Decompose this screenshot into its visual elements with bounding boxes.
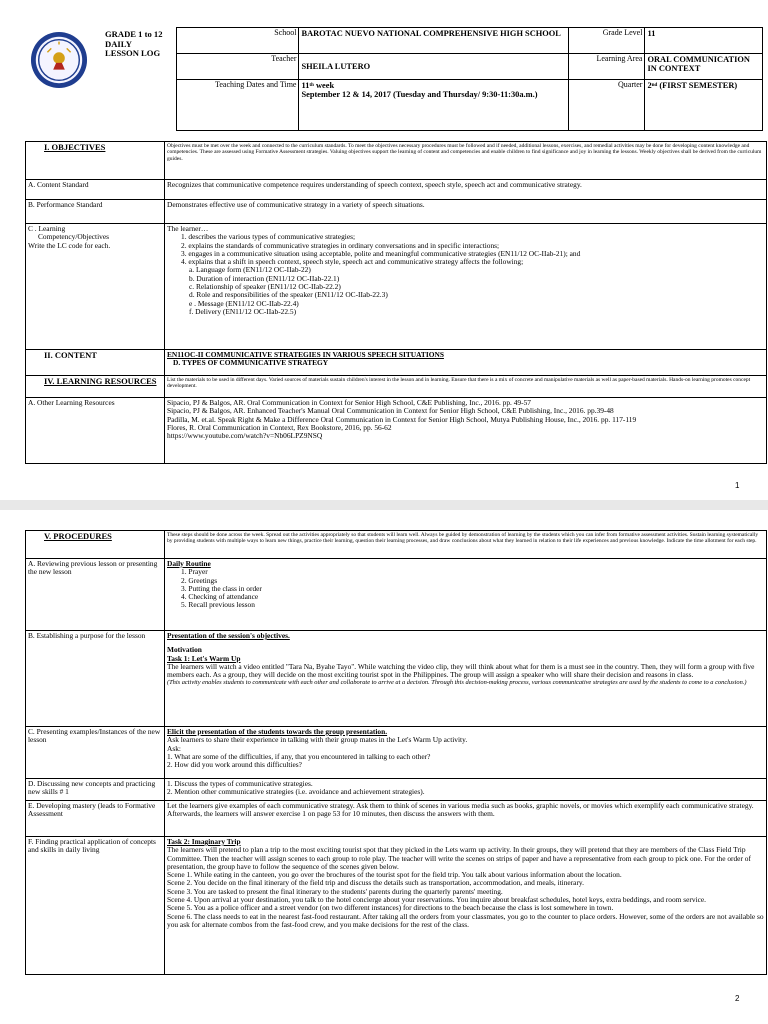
content-standard-text: Recognizes that communicative competence requires understanding of speech context, speech style, speech act and communicative strategy.	[165, 180, 767, 200]
competency-item: 4. explains that a shift in speech context, speech style, speech act and communicative strategy affects the following;	[181, 257, 524, 267]
procedure-b-label: B. Establishing a purpose for the lesson	[26, 631, 165, 727]
competency-item: 3. engages in a communicative situation using acceptable, polite and meaningful communicative strategies (EN11/12 OC-IIab-21); and	[181, 248, 581, 258]
grade-level-label: Grade Level	[569, 28, 645, 54]
seal-cell	[27, 28, 176, 131]
scene-item: Scene 1. While eating in the canteen, you go over the brochures of the tourist spot for the field trip. You talk about various information about the location.	[167, 870, 622, 880]
objectives-table	[25, 141, 767, 464]
resource-link[interactable]: https://www.youtube.com/watch?v=Nb06LPZ9NSQ	[167, 431, 323, 441]
objectives-heading: I. OBJECTIVES	[26, 142, 165, 180]
document-page-2	[0, 510, 768, 1024]
teaching-dates-cell	[299, 80, 569, 131]
deped-seal-icon	[30, 31, 88, 89]
competency-label-line-3: Write the LC code for each.	[28, 240, 111, 250]
task-1-note: (This activity enables students to communicate with each other and collaborate to arrive at a decision. Through this decision-making process, various communicative strategies are used by the students to come to a conclusion.)	[167, 679, 747, 687]
resource-item: Padilla, M. et.al. Speak Right & Make a Difference Oral Communication in Context for Senior High School, Mutya Publishing House, Inc., 2016. pp. 117-119	[167, 414, 637, 424]
task-1-heading: Task 1: Let's Warm Up	[167, 653, 241, 663]
scene-item: Scene 4. Upon arrival at your destination, you talk to the hotel concierge about your reservations. You inquire about breakfast schedules, hotel keys, extra beddings, and room service.	[167, 894, 707, 904]
content-heading: II. CONTENT	[26, 350, 165, 376]
resource-item: Sipacio, PJ & Balgos, AR. Enhanced Teacher's Manual Oral Communication in Context for Senior High School, C&E Publishing, Inc., 2016. pp.39-48	[167, 406, 614, 416]
teaching-dates-value: September 12 & 14, 2017 (Tuesday and Thursday/ 9:30-11:30a.m.)	[301, 90, 538, 100]
routine-item: 1. Prayer	[181, 567, 208, 577]
competency-subitem: a. Language form (EN11/12 OC-IIab-22)	[189, 265, 311, 275]
resource-item: Flores, R. Oral Communication in Context, Rex Bookstore, 2016, pp. 56-62	[167, 422, 392, 432]
procedure-c-line: Ask learners to share their experience in talking with their group mates in the Let's Warm Up activity.	[167, 735, 468, 745]
procedure-e-line: Afterwards, the learners will answer exercise 1 on page 53 for 10 minutes, then discuss the answers with them.	[167, 809, 495, 819]
document-page-1	[0, 0, 768, 500]
scene-item: Scene 3. You are tasked to present the final itinerary to the students' parents during the quarterly parents' meeting.	[167, 886, 503, 896]
resources-list	[165, 398, 767, 464]
procedure-c-line: 2. How did you work around this difficulties?	[167, 760, 302, 770]
procedure-a-label: A. Reviewing previous lesson or presenting the new lesson	[26, 559, 165, 631]
resource-item: Sipacio, PJ & Balgos, AR. Oral Communication in Context for Senior High School, C&E Publishing, Inc., 2016. pp. 49-57	[167, 398, 531, 407]
scene-item: Scene 6. The class needs to eat in the nearest fast-food restaurant. After taking all the orders from your classmates, you go to the counter to place orders. However, some of the orders are not available so you ask for alternate combos from the fast-food crew, and you make decisions for the rest of the class.	[167, 911, 764, 929]
quarter-value: 2ⁿᵈ (FIRST SEMESTER)	[645, 80, 763, 131]
procedure-c-line: Ask:	[167, 743, 181, 753]
school-value: BAROTAC NUEVO NATIONAL COMPREHENSIVE HIGH SCHOOL	[299, 28, 569, 54]
competency-label-line-1: C . Learning	[28, 224, 66, 233]
performance-standard-text: Demonstrates effective use of communicative strategy in a variety of speech situations.	[165, 200, 767, 224]
learning-resources-note: List the materials to be used in different days. Varied sources of materials sustain children's interest in the lesson and in learning. Ensure that there is a mix of concrete and manipulative materials as well as paper-based materials. Hands-on learning promotes concept development.	[165, 376, 767, 398]
competency-label	[26, 224, 165, 350]
page-number: 2	[735, 994, 740, 1003]
competency-item: 1. describes the various types of communicative strategies;	[181, 232, 356, 242]
elicit-heading: Elicit the presentation of the students towards the group presentation.	[167, 727, 388, 736]
quarter-label: Quarter	[569, 80, 645, 131]
competency-subitem: d. Role and responsibilities of the speaker (EN11/12 OC-IIab-22.3)	[189, 290, 388, 300]
competency-item: 2. explains the standards of communicative strategies in ordinary conversations and in specific interactions;	[181, 240, 500, 250]
procedure-d-line: 2. Mention other communicative strategies (i.e. avoidance and achievement strategies).	[167, 787, 425, 797]
daily-routine-heading: Daily Routine	[167, 559, 211, 568]
procedure-a-content	[165, 559, 767, 631]
motivation-heading: Motivation	[167, 645, 202, 655]
procedure-e-line: Let the learners give examples of each communicative strategy. Ask them to think of scenes in various media such as books, graphic novels, or movies which exemplify each communicative strategy.	[167, 801, 754, 810]
content-text	[165, 350, 767, 376]
competency-subitem: f. Delivery (EN11/12 OC-IIab-22.5)	[189, 306, 297, 316]
school-label: School	[176, 28, 299, 54]
task-2-heading: Task 2: Imaginary Trip	[167, 837, 241, 846]
objectives-note: Objectives must be met over the week and connected to the curriculum standards. To meet the objectives necessary procedures must be followed and if needed, additional lessons, exercises, and remedial activities may be done for developing content knowledge and competencies. These are assessed using Formative Assessment strategies. Valuing objectives support the learning of content and competencies and enable children to find significance and joy in learning the lessons. Weekly objectives shall be derived from the curriculum guides.	[165, 142, 767, 180]
procedure-b-content	[165, 631, 767, 727]
competency-text	[165, 224, 767, 350]
procedure-d-label: D. Discussing new concepts and practicing new skills # 1	[26, 779, 165, 801]
task-1-text: The learners will watch a video entitled "Tara Na, Byahe Tayo". While watching the video clip, they will think about what for them is a must see in the country. Then, they will form a group with five members each. As a group, they will decide on the most exciting tourist spot in the Philippines. The group will assign a speaker who will share their decision and reasons in class.	[167, 661, 755, 680]
presentation-heading: Presentation of the session's objectives.	[167, 631, 290, 640]
lesson-log-header	[27, 27, 763, 131]
teaching-dates-label: Teaching Dates and Time	[176, 80, 299, 131]
task-2-text: The learners will pretend to plan a trip to the most exciting tourist spot that they picked in the Lets warm up activity. In their groups, they will pretend that they are members of the Class Field Trip Committee. Then the teacher will assign scenes to each group to role play. The teacher will write the scenes on strips of paper and have a representative from each group to pick one. For the order of presentation, the group have to follow the sequence of the scenes given below.	[167, 845, 751, 871]
routine-item: 4. Checking of attendance	[181, 592, 259, 602]
procedures-table	[25, 530, 767, 975]
scene-item: Scene 2. You decide on the final itinerary of the field trip and discuss the details such as transportation, accommodation, and meals, itinerary.	[167, 878, 584, 888]
procedure-d-content	[165, 779, 767, 801]
learning-area-value: ORAL COMMUNICATION IN CONTEXT	[645, 54, 763, 80]
learning-area-label: Learning Area	[569, 54, 645, 80]
routine-item: 3. Putting the class in order	[181, 583, 262, 593]
teacher-value: SHEILA LUTERO	[299, 54, 569, 80]
procedure-f-label: F. Finding practical application of concepts and skills in daily living	[26, 837, 165, 975]
teacher-label: Teacher	[176, 54, 299, 80]
procedure-c-line: 1. What are some of the difficulties, if any, that you encountered in talking to each other?	[167, 751, 431, 761]
other-resources-label: A. Other Learning Resources	[26, 398, 165, 464]
competency-label-line-2: Competency/Objectives	[38, 232, 110, 242]
procedures-note: These steps should be done across the week. Spread out the activities appropriately so that students will learn well. Always be guided by demonstration of learning by the students which you can infer from formative assessment activities. Sustain learning systematically by providing students with multiple ways to learn new things, practice their learning, question their learning processes, and draw conclusions about what they learned in relation to their life experiences and previous knowledge. Indicate the time allotment for each step.	[165, 531, 767, 559]
procedure-e-content	[165, 801, 767, 837]
procedure-d-line: 1. Discuss the types of communicative strategies.	[167, 779, 313, 788]
routine-item: 5. Recall previous lesson	[181, 600, 255, 610]
procedures-heading: V. PROCEDURES	[26, 531, 165, 559]
competency-subitem: b. Duration of interaction (EN11/12 OC-IIab-22.1)	[189, 273, 340, 283]
procedure-c-content	[165, 727, 767, 779]
scene-item: Scene 5. You as a police officer and a street vendor (on two different instances) for directions to the beach because the class is lost somewhere in town.	[167, 903, 614, 913]
procedure-e-label: E. Developing mastery (leads to Formative Assessment	[26, 801, 165, 837]
content-subtitle: D. TYPES OF COMMUNICATIVE STRATEGY	[173, 358, 329, 368]
grade-level-value: 11	[645, 28, 763, 54]
learner-intro: The learner…	[167, 224, 209, 233]
content-title: EN11OC-II COMMUNICATIVE STRATEGIES IN VARIOUS SPEECH SITUATIONS	[167, 350, 444, 359]
content-standard-label: A. Content Standard	[26, 180, 165, 200]
learning-resources-heading: IV. LEARNING RESOURCES	[26, 376, 165, 398]
procedure-f-content	[165, 837, 767, 975]
performance-standard-label: B. Performance Standard	[26, 200, 165, 224]
daily-lesson-log-title: DAILY LESSON LOG	[105, 38, 161, 59]
competency-subitem: e . Message (EN11/12 OC-IIab-22.4)	[189, 298, 299, 308]
procedure-c-label: C. Presenting examples/Instances of the new lesson	[26, 727, 165, 779]
page-number: 1	[735, 481, 740, 490]
grade-range-title: GRADE 1 to 12	[105, 28, 163, 39]
teaching-week: 11ᵗʰ week	[301, 81, 335, 90]
routine-item: 2. Greetings	[181, 575, 218, 585]
competency-subitem: c. Relationship of speaker (EN11/12 OC-IIab-22.2)	[189, 281, 341, 291]
